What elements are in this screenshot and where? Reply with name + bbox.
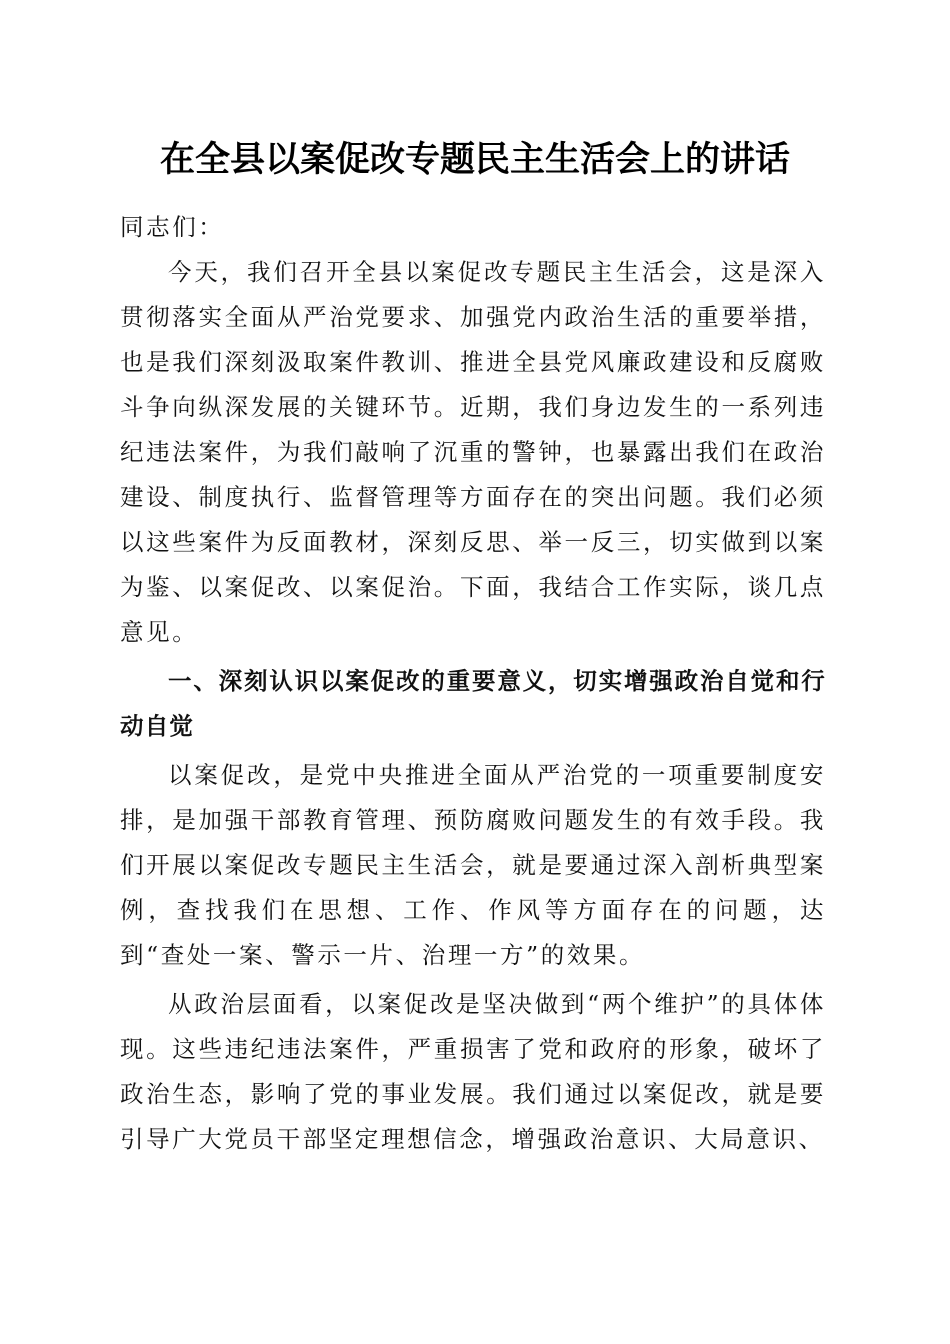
opening-paragraph: 今天，我们召开全县以案促改专题民主生活会，这是深入贯彻落实全面从严治党要求、加强党内政治生活的重要举措，也是我们深刻汲取案件教训、推进全县党风廉政建设和反腐败斗争向纵深发展的关键环节。近期，我们身边发生的一系列违纪违法案件，为我们敲响了沉重的警钟，也暴露出我们在政治建设、制度执行、监督管理等方面存在的突出问题。我们必须以这些案件为反面教材，深刻反思、举一反三，切实做到以案为鉴、以案促改、以案促治。下面，我结合工作实际，谈几点意见。 [120,258,826,646]
document-title: 在全县以案促改专题民主生活会上的讲话 [159,139,790,180]
section-paragraph-1: 以案促改，是党中央推进全面从严治党的一项重要制度安排，是加强干部教育管理、预防腐败问题发生的有效手段。我们开展以案促改专题民主生活会，就是要通过深入剖析典型案例，查找我们在思想、工作、作风等方面存在的问题，达到“查处一案、警示一片、治理一方”的效果。 [120,761,826,969]
salutation: 同志们： [120,213,225,241]
document-body [120,205,826,1162]
section-heading-1: 一、深刻认识以案促改的重要意义，切实增强政治自觉和行动自觉 [120,667,826,740]
section-paragraph-2: 从政治层面看，以案促改是坚决做到“两个维护”的具体体现。这些违纪违法案件，严重损害了党和政府的形象，破坏了政治生态，影响了党的事业发展。我们通过以案促改，就是要引导广大党员干部坚定理想信念，增强政治意识、大局意识、 [120,990,826,1153]
